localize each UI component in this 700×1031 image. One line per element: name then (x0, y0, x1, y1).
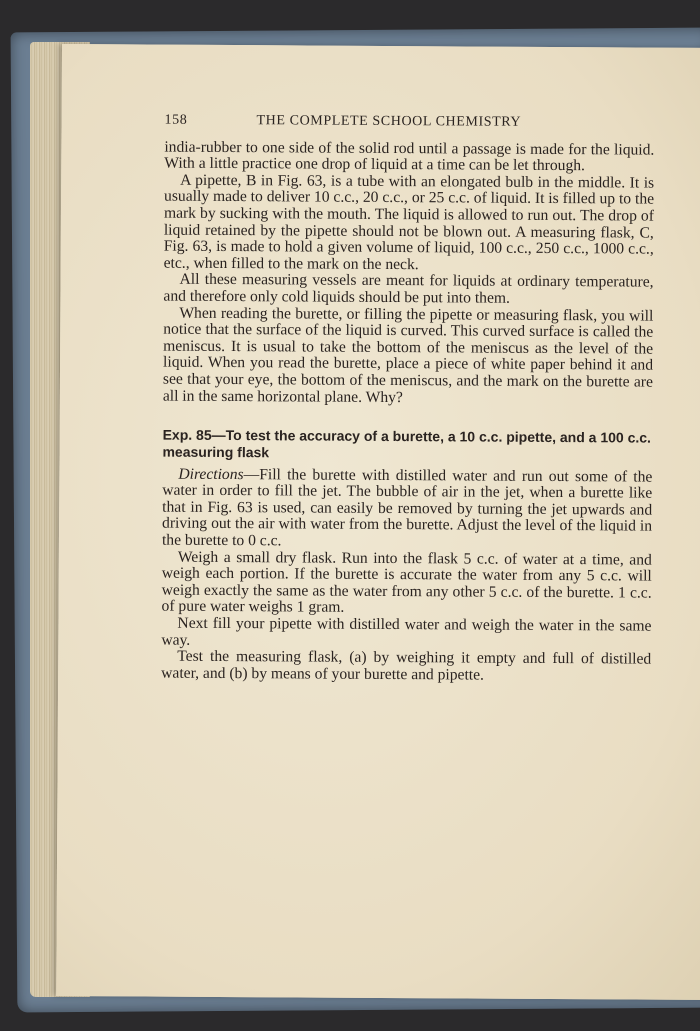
directions-label: Directions (178, 465, 244, 483)
experiment-paragraph: Directions—Fill the burette with distilled water and run out some of the water in order to fill the jet. The bubble of air in the jet, when a burette like that in Fig. 63 is used, can easily be removed by turning the jet upwards and driving out the air with water from the burette. Adjust the level of the liquid in the burette to 0 c.c. (161, 465, 653, 550)
running-head: THE COMPLETE SCHOOL CHEMISTRY (256, 113, 522, 130)
paragraph: india-rubber to one side of the solid rod until a passage is made for the liquid. With a little practice one drop of liquid at a time can be let through. (164, 138, 655, 175)
page-text-block (161, 85, 655, 685)
paragraph: A pipette, B in Fig. 63, is a tube with an elongated bulb in the middle. It is usually made to deliver 10 c.c., 20 c.c., or 25 c.c. of liquid. It is filled up to the mark by sucking with the mouth. The liquid is allowed to run out. The drop of liquid retained by the pipette should not be blown out. A measuring flask, C, Fig. 63, is made to hold a given volume of liquid, 100 c.c., 250 c.c., 1000 c.c., etc., when filled to the mark on the neck. (163, 171, 655, 273)
paragraph: When reading the burette, or filling the pipette or measuring flask, you will notice that the surface of the liquid is curved. This curved surface is called the meniscus. It is usual to take the bottom of the meniscus as the level of the liquid. When you read the burette, place a piece of white paper behind it and see that your eye, the bottom of the meniscus, and the mark on the burette are all in the same horizontal plane. Why? (162, 304, 654, 406)
experiment-paragraph: Next fill your pipette with distilled water and weigh the water in the same way. (161, 614, 652, 649)
experiment-paragraph: Test the measuring flask, (a) by weighing it empty and full of distilled water, and (b) by means of your burette and pipette. (161, 647, 652, 684)
paragraph: All these measuring vessels are meant for liquids at ordinary temperature, and therefore only cold liquids should be put into them. (163, 271, 654, 307)
page-number: 158 (164, 112, 188, 128)
experiment-heading: Exp. 85—To test the accuracy of a burette, a 10 c.c. pipette, and a 100 c.c. measuring flask (162, 426, 652, 461)
book-page (56, 44, 700, 1000)
experiment-paragraph: Weigh a small dry flask. Run into the flask 5 c.c. of water at a time, and weigh each portion. If the burette is accurate the water from any 5 c.c. will weigh exactly the same as the water from any other 5 c.c. of the burette. 1 c.c. of pure water weighs 1 gram. (161, 548, 652, 617)
directions-text: Fill the burette with distilled water and run out some of the water in order to fill the jet. The bubble of air in the jet, when a burette like that in Fig. 63 is used, can easily be removed by turning the jet upwards and driving out the air with water from the burette. Adjust the level of the liquid in the burette to 0 c.c. (161, 465, 653, 550)
page-header (164, 113, 654, 133)
